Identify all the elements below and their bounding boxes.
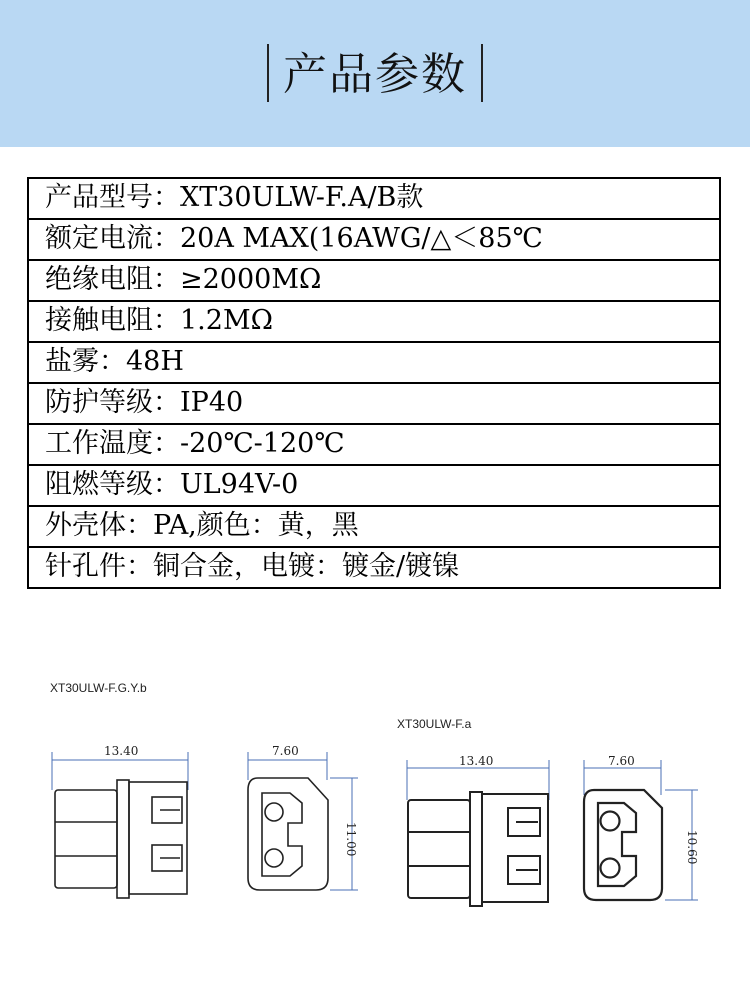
spec-row-flame-rating: 阻燃等级：UL94V-0 [29,466,719,507]
spec-row-insulation-resistance: 绝缘电阻：≥2000MΩ [29,261,719,302]
spec-row-pin: 针孔件：铜合金，电镀：镀金/镀镍 [29,548,719,589]
right-side-width-dim: 13.40 [459,754,494,768]
right-front-width-dim: 7.60 [608,754,635,768]
spec-row-rated-current: 额定电流：20A MAX(16AWG/△＜85℃ [29,220,719,261]
left-front-width-dim: 7.60 [272,744,299,758]
left-side-width-dim: 13.40 [104,744,139,758]
spec-row-model: 产品型号：XT30ULW-F.A/B款 [29,179,719,220]
drawing-left-model-label: XT30ULW-F.G.Y.b [50,681,147,695]
spec-row-salt-spray: 盐雾：48H [29,343,719,384]
spec-row-protection-level: 防护等级：IP40 [29,384,719,425]
drawing-right-model-label: XT30ULW-F.a [397,717,472,731]
spec-row-operating-temperature: 工作温度：-20℃-120℃ [29,425,719,466]
left-front-view [248,752,358,890]
right-side-view [407,760,549,906]
spec-row-contact-resistance: 接触电阻：1.2MΩ [29,302,719,343]
left-front-height-dim: 11.00 [344,822,358,857]
right-front-height-dim: 10.60 [685,830,699,865]
right-front-view [584,760,698,900]
page-title-text: 产品参数 [283,49,467,100]
left-side-view [52,752,188,898]
spec-row-housing: 外壳体：PA,颜色：黄，黑 [29,507,719,548]
